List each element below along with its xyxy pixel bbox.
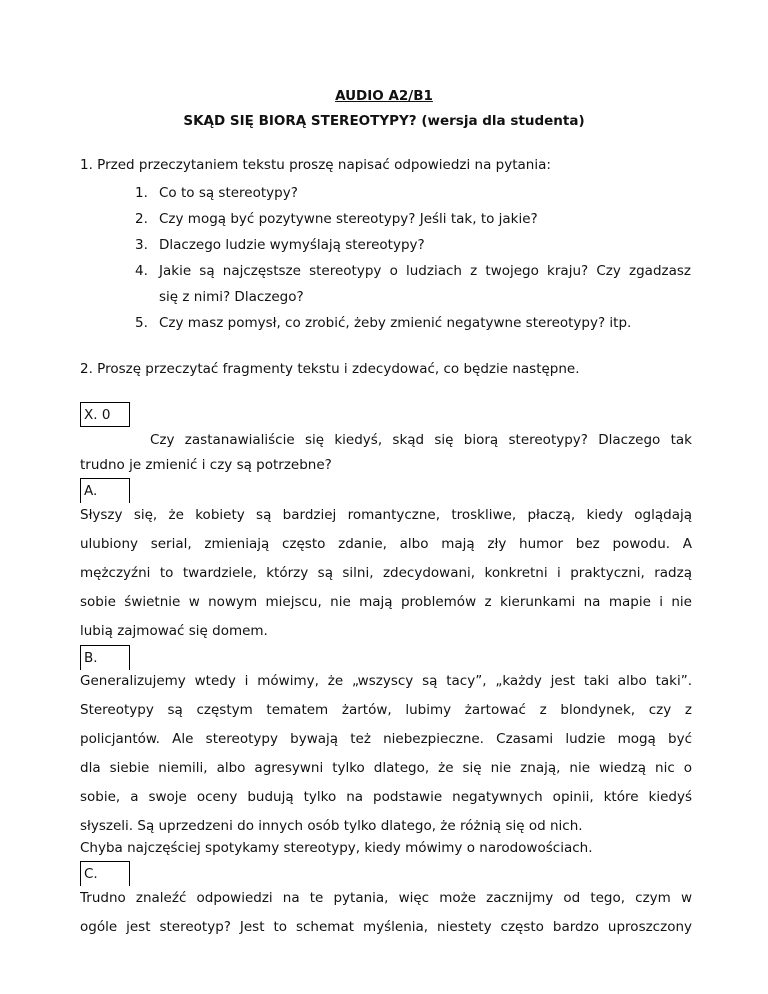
fragment-line: Chyba najczęściej spotykamy stereotypy, kiedy mówimy o narodowościach. bbox=[80, 840, 593, 856]
fragment-line: policjantów. Ale stereotypy bywają też niebezpieczne. Czasami ludzie mogą być bbox=[80, 731, 692, 747]
fragment-line: Słyszy się, że kobiety są bardziej romantyczne, troskliwe, płaczą, kiedy oglądają bbox=[80, 507, 692, 523]
fragment-label-box: C. bbox=[80, 861, 130, 886]
fragment-line: dla siebie niemili, albo agresywni tylko dlatego, że się nie znają, nie wiedzą nic o bbox=[80, 760, 692, 776]
question-number: 3. bbox=[135, 237, 148, 253]
question-number: 2. bbox=[135, 211, 148, 227]
question-text: Dlaczego ludzie wymyślają stereotypy? bbox=[159, 237, 425, 253]
task1-instruction: 1. Przed przeczytaniem tekstu proszę napisać odpowiedzi na pytania: bbox=[80, 157, 551, 173]
question-text: Co to są stereotypy? bbox=[159, 185, 298, 201]
fragment-line: słyszeli. Są uprzedzeni do innych osób tylko dlatego, że różnią się od nich. bbox=[80, 818, 583, 834]
question-text: Czy masz pomysł, co zrobić, żeby zmienić negatywne stereotypy? itp. bbox=[159, 315, 632, 331]
doc-title: AUDIO A2/B1 bbox=[335, 88, 433, 104]
fragment-line: ulubiony serial, zmieniają często zdanie, albo mają zły humor bez powodu. A bbox=[80, 536, 692, 552]
question-text-continued: się z nimi? Dlaczego? bbox=[159, 289, 304, 305]
fragment-label-box: X. 0 bbox=[80, 402, 130, 427]
fragment-line: Stereotypy są częstym tematem żartów, lubimy żartować z blondynek, czy z bbox=[80, 702, 692, 718]
question-number: 4. bbox=[135, 263, 148, 279]
task2-instruction: 2. Proszę przeczytać fragmenty tekstu i zdecydować, co będzie następne. bbox=[80, 361, 580, 377]
fragment-line: Generalizujemy wtedy i mówimy, że „wszyscy są tacy”, „każdy jest taki albo taki”. bbox=[80, 673, 692, 689]
fragment-line: Czy zastanawialiście się kiedyś, skąd się biorą stereotypy? Dlaczego tak bbox=[150, 432, 692, 448]
question-text: Czy mogą być pozytywne stereotypy? Jeśli tak, to jakie? bbox=[159, 211, 538, 227]
question-number: 1. bbox=[135, 185, 148, 201]
fragment-line: sobie świetnie w nowym miejscu, nie mają problemów z kierunkami na mapie i nie bbox=[80, 594, 692, 610]
fragment-line: ogóle jest stereotyp? Jest to schemat myślenia, niestety często bardzo uproszczony bbox=[80, 919, 692, 935]
fragment-line: mężczyźni to twardziele, którzy są silni, zdecydowani, konkretni i praktyczni, radzą bbox=[80, 565, 692, 581]
doc-subtitle: SKĄD SIĘ BIORĄ STEREOTYPY? (wersja dla studenta) bbox=[183, 113, 585, 129]
fragment-line: Trudno znaleźć odpowiedzi na te pytania, więc może zacznijmy od tego, czym w bbox=[80, 890, 692, 906]
fragment-line: lubią zajmować się domem. bbox=[80, 623, 268, 639]
question-number: 5. bbox=[135, 315, 148, 331]
fragment-line: sobie, a swoje oceny budują tylko na podstawie negatywnych opinii, które kiedyś bbox=[80, 789, 692, 805]
question-text: Jakie są najczęstsze stereotypy o ludziach z twojego kraju? Czy zgadzasz bbox=[159, 263, 691, 279]
fragment-label-box: A. bbox=[80, 478, 130, 503]
fragment-label-box: B. bbox=[80, 645, 130, 670]
fragment-line: trudno je zmienić i czy są potrzebne? bbox=[80, 457, 332, 473]
